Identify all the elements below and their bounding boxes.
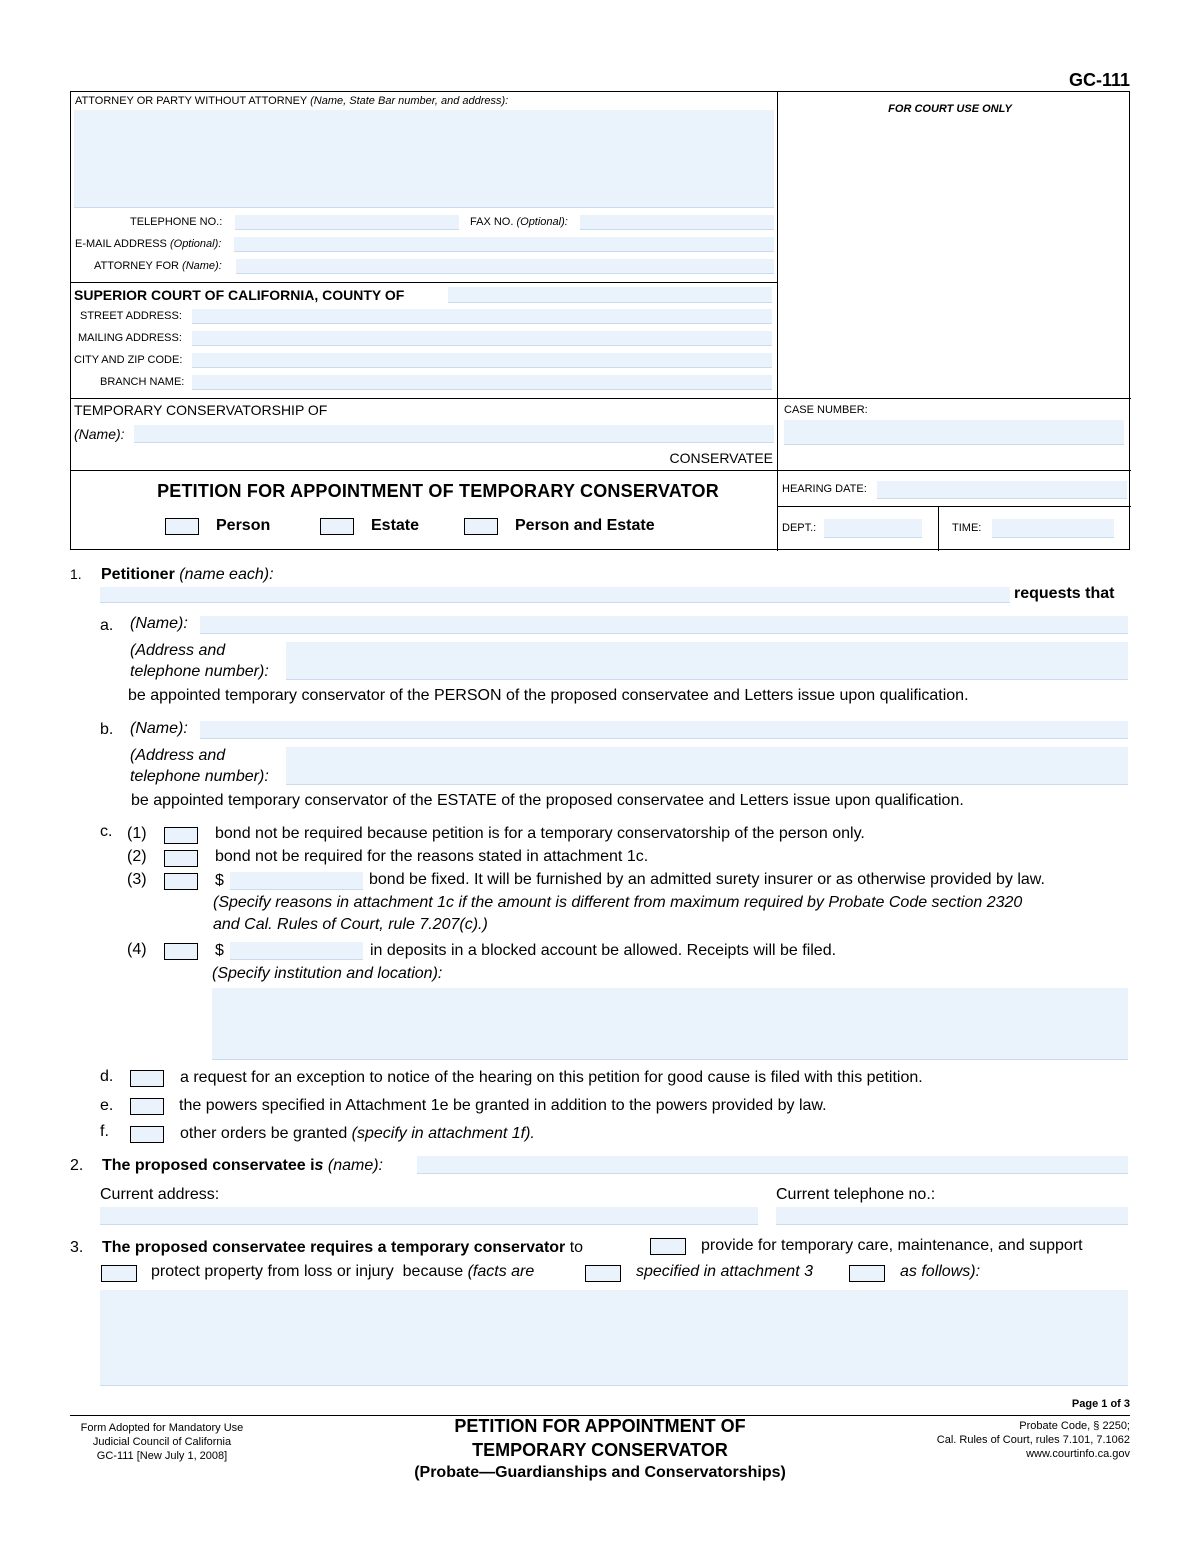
email-field[interactable]: [234, 237, 774, 252]
s3-label: The proposed conservatee requires a temporary conservator to: [102, 1239, 584, 1256]
s1a-text: be appointed temporary conservator of the PERSON of the proposed conservatee and Letters issue upon qualification.: [128, 687, 969, 704]
s1e-letter: e.: [100, 1097, 114, 1114]
petition-title: PETITION FOR APPOINTMENT OF TEMPORARY CONSERVATOR: [157, 481, 719, 501]
footer-title: PETITION FOR APPOINTMENT OF TEMPORARY CONSERVATOR (Probate—Guardianships and Conservatorships): [414, 1416, 786, 1481]
s1b-name-label: (Name):: [130, 720, 188, 737]
attorney-label: ATTORNEY OR PARTY WITHOUT ATTORNEY (Name, State Bar number, and address):: [75, 95, 509, 107]
person-checkbox[interactable]: [165, 518, 199, 535]
fax-field[interactable]: [580, 215, 774, 230]
attorney-address-field[interactable]: [74, 110, 774, 208]
s1c3-number: (3): [127, 871, 147, 888]
attorney-for-field[interactable]: [236, 259, 774, 274]
s1a-name-field[interactable]: [200, 616, 1128, 634]
s3-protect-checkbox[interactable]: [101, 1265, 137, 1282]
s1c4-note: (Specify institution and location):: [212, 965, 443, 982]
conservatee-label: CONSERVATEE: [669, 450, 773, 466]
estate-option-label: Estate: [371, 517, 420, 534]
s1a-address-label-2: telephone number):: [130, 663, 269, 680]
telephone-label: TELEPHONE NO.:: [130, 216, 223, 228]
s1a-letter: a.: [100, 617, 114, 634]
hearing-date-field[interactable]: [877, 481, 1127, 499]
requests-that-label: requests that: [1014, 585, 1115, 602]
s1f-checkbox[interactable]: [130, 1126, 164, 1143]
s1f-text: other orders be granted (specify in attachment 1f).: [180, 1125, 535, 1142]
s1c3-note-1: (Specify reasons in attachment 1c if the amount is different from maximum required by Probate Code section 2320: [213, 894, 1023, 911]
s3-number: 3.: [70, 1239, 84, 1256]
case-number-label: CASE NUMBER:: [784, 404, 868, 416]
page-number: Page 1 of 3: [1071, 1398, 1130, 1410]
s1a-name-label: (Name):: [130, 615, 188, 632]
s2-current-address-label: Current address:: [100, 1186, 220, 1203]
street-label: STREET ADDRESS:: [80, 310, 182, 322]
s1-petitioner-label: Petitioner (name each):: [101, 566, 274, 583]
s1d-text: a request for an exception to notice of the hearing on this petition for good cause is filed with this petition.: [180, 1069, 923, 1086]
dept-field[interactable]: [824, 519, 922, 538]
conservatorship-of-label: TEMPORARY CONSERVATORSHIP OF: [74, 402, 328, 418]
court-use-label: FOR COURT USE ONLY: [888, 103, 1012, 115]
s1d-checkbox[interactable]: [130, 1070, 164, 1087]
court-title: SUPERIOR COURT OF CALIFORNIA, COUNTY OF: [74, 287, 405, 303]
petitioner-names-field[interactable]: [100, 587, 1010, 603]
s1c1-text: bond not be required because petition is for a temporary conservatorship of the person only.: [215, 825, 865, 842]
s2-label: The proposed conservatee is (name):: [102, 1157, 383, 1174]
s1e-checkbox[interactable]: [130, 1098, 164, 1115]
s1a-address-field[interactable]: [286, 642, 1128, 680]
s1e-text: the powers specified in Attachment 1e be granted in addition to the powers provided by law.: [179, 1097, 827, 1114]
s1c2-text: bond not be required for the reasons stated in attachment 1c.: [215, 848, 649, 865]
s1b-name-field[interactable]: [200, 721, 1128, 739]
s1b-address-label-2: telephone number):: [130, 768, 269, 785]
s3-facts-field[interactable]: [100, 1290, 1128, 1386]
footer-adopted: Form Adopted for Mandatory Use Judicial Council of California GC-111 [New July 1, 2008]: [80, 1422, 244, 1462]
s2-phone-field[interactable]: [776, 1207, 1128, 1225]
branch-field[interactable]: [192, 375, 772, 390]
person-and-estate-option-label: Person and Estate: [515, 517, 655, 534]
s1c4-number: (4): [127, 941, 147, 958]
s1c4-checkbox[interactable]: [164, 943, 198, 960]
s3-attachment-checkbox[interactable]: [585, 1265, 621, 1282]
s3-attachment-label: specified in attachment 3: [636, 1263, 813, 1280]
s1a-address-label-1: (Address and: [130, 642, 226, 659]
dept-label: DEPT.:: [782, 522, 817, 534]
person-and-estate-checkbox[interactable]: [464, 518, 498, 535]
s1c3-note-2: and Cal. Rules of Court, rule 7.207(c).): [213, 916, 488, 933]
s1c3-text: bond be fixed. It will be furnished by an admitted surety insurer or as otherwise provided by law.: [369, 871, 1045, 888]
time-label: TIME:: [952, 522, 982, 534]
s1d-letter: d.: [100, 1068, 114, 1085]
s2-name-field[interactable]: [417, 1156, 1128, 1174]
s1-number: 1.: [70, 566, 82, 582]
s1c3-dollar: $: [215, 872, 224, 889]
conservatee-name-field[interactable]: [134, 425, 774, 443]
s1c4-text: in deposits in a blocked account be allowed. Receipts will be filed.: [370, 942, 837, 959]
s1c1-number: (1): [127, 825, 147, 842]
telephone-field[interactable]: [235, 215, 459, 230]
s1c4-institution-field[interactable]: [212, 988, 1128, 1060]
form-id: GC-111: [1068, 70, 1130, 90]
mailing-field[interactable]: [192, 331, 772, 346]
s2-number: 2.: [70, 1157, 84, 1174]
s3-follows-label: as follows):: [900, 1263, 981, 1280]
s2-current-phone-label: Current telephone no.:: [776, 1186, 936, 1203]
s1b-address-field[interactable]: [286, 747, 1128, 785]
s1b-letter: b.: [100, 721, 114, 738]
mailing-label: MAILING ADDRESS:: [78, 332, 182, 344]
s2-address-field[interactable]: [100, 1207, 758, 1225]
street-field[interactable]: [192, 309, 772, 324]
s1c3-amount-field[interactable]: [230, 872, 363, 890]
s1c1-checkbox[interactable]: [164, 827, 198, 844]
s1c4-dollar: $: [215, 942, 224, 959]
branch-label: BRANCH NAME:: [100, 376, 185, 388]
person-option-label: Person: [216, 517, 271, 534]
s3-follows-checkbox[interactable]: [849, 1265, 885, 1282]
estate-checkbox[interactable]: [320, 518, 354, 535]
s1c4-amount-field[interactable]: [230, 942, 363, 960]
city-field[interactable]: [192, 353, 772, 368]
s3-care-checkbox[interactable]: [650, 1238, 686, 1255]
hearing-date-label: HEARING DATE:: [782, 483, 867, 495]
s1c2-checkbox[interactable]: [164, 850, 198, 867]
s1f-letter: f.: [100, 1123, 109, 1140]
attorney-for-label: ATTORNEY FOR (Name):: [94, 260, 222, 272]
s3-protect-label: protect property from loss or injury because (facts are: [151, 1263, 535, 1280]
fax-label: FAX NO. (Optional):: [470, 216, 568, 228]
county-field[interactable]: [448, 287, 772, 303]
city-label: CITY AND ZIP CODE:: [74, 354, 183, 366]
case-number-field[interactable]: [784, 420, 1124, 445]
conservatee-name-label: (Name):: [74, 426, 125, 442]
email-label: E-MAIL ADDRESS (Optional):: [75, 238, 222, 250]
s1c3-checkbox[interactable]: [164, 873, 198, 890]
s1b-address-label-1: (Address and: [130, 747, 226, 764]
s1c-letter: c.: [100, 823, 113, 840]
s3-care-label: provide for temporary care, maintenance, and support: [701, 1237, 1083, 1254]
time-field[interactable]: [992, 519, 1114, 538]
footer-references: Probate Code, § 2250; Cal. Rules of Court, rules 7.101, 7.1062 www.courtinfo.ca.gov: [936, 1420, 1130, 1460]
s1b-text: be appointed temporary conservator of the ESTATE of the proposed conservatee and Letters issue upon qualification.: [131, 792, 964, 809]
s1c2-number: (2): [127, 848, 147, 865]
